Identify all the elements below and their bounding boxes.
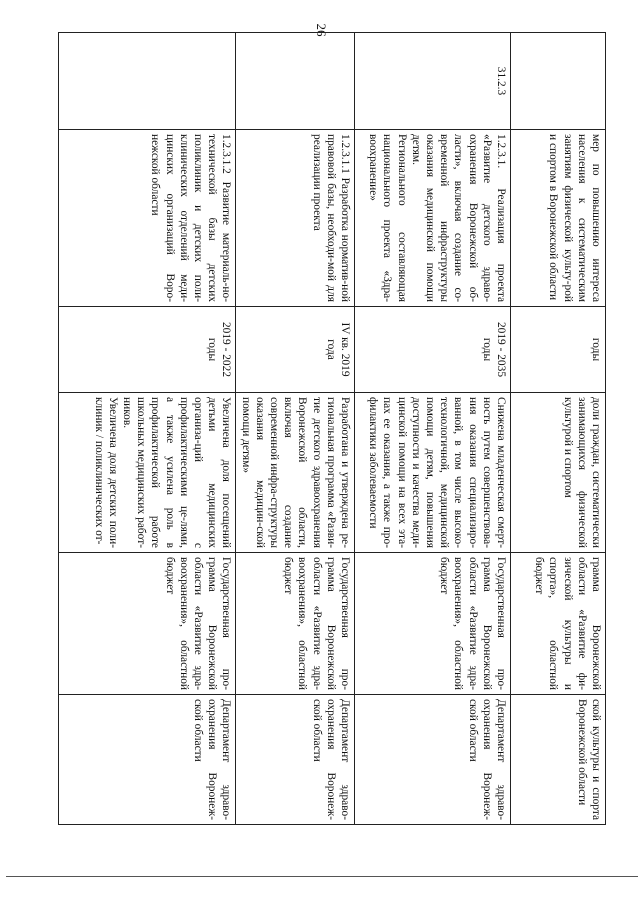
cell-executor: Департамент здраво-охранения Воронеж-ской области bbox=[236, 695, 355, 825]
cell-result-paragraph: Увеличена доля детских поли-клиник / поликлинических от- bbox=[92, 397, 119, 548]
cell-result-paragraph: Увеличена доля посещений детьми медицинских организа-ций с профилактическими це-лями, а также усилена роль в профилактической работе школьных медицинских работ-ников. bbox=[120, 397, 233, 548]
cell-term: 2019 - 2035 годы bbox=[355, 307, 511, 393]
table-row bbox=[511, 33, 606, 825]
cell-result-paragraph: Разработана и утверждена ре-гиональная программа «Разви-тие детского здравоохранения Воронежской области, включая создание современной инфра-структуры оказания медицин-ской помощи детям» bbox=[239, 397, 351, 548]
cell-number bbox=[59, 33, 236, 130]
cell-source: Государственная про-грамма Воронежской области «Развитие здра-воохранения», областной бюджет bbox=[355, 553, 511, 695]
cell-result bbox=[355, 393, 511, 553]
cell-number: 31.2.3 bbox=[355, 33, 511, 130]
page-number: 26 bbox=[314, 23, 329, 37]
table-row bbox=[59, 33, 236, 825]
cell-event-paragraph: 1.2.3.1.1 Разработка норматив-ной правовой базы, необходи-мой для реализации проекта bbox=[310, 134, 351, 302]
cell-event-paragraph: 1.2.3.1.2 Развитие материаль-но-технической базы детских поликлиник и детских поли-клинических отделений меди-цинских организаций Воро-нежской области bbox=[149, 134, 233, 302]
cell-executor: Департамент здраво-охранения Воронеж-ской области bbox=[59, 695, 236, 825]
cell-executor: ской культуры и спорта Воронежской области bbox=[511, 695, 606, 825]
cell-result-paragraph: Снижена младенческая смерт-ность путем совершенствова-ния оказания специализиро-ванной, в том числе высоко-технологичной, медицинской помощи детям, повышения доступности и качества меди-цинской помощи на всех эта-пах ее оказания, а также про-филактики заболеваемости bbox=[367, 397, 507, 548]
cell-result-paragraph: доли граждан, систематически занимающихся физической культурой и спортом bbox=[561, 397, 602, 548]
cell-result bbox=[511, 393, 606, 553]
cell-term: IV кв. 2019 года bbox=[236, 307, 355, 393]
cell-source: Государственная про-грамма Воронежской области «Развитие здра-воохранения», областной бюджет bbox=[236, 553, 355, 695]
cell-event bbox=[59, 130, 236, 307]
cell-event bbox=[511, 130, 606, 307]
cell-term: годы bbox=[511, 307, 606, 393]
cell-source: Государственная про-грамма Воронежской области «Развитие здра-воохранения», областной бюджет bbox=[59, 553, 236, 695]
table-body bbox=[59, 33, 606, 825]
cell-number bbox=[511, 33, 606, 130]
cell-event-paragraph: 1.2.3.1. Реализация проекта «Развитие детского здраво-охранения Воронежской об-ласти», включая создание со-временной инфраструктуры оказания медицинской помощи детям. bbox=[409, 134, 507, 302]
cell-result bbox=[236, 393, 355, 553]
cell-term: 2019 - 2022 годы bbox=[59, 307, 236, 393]
cell-result bbox=[59, 393, 236, 553]
cell-event-paragraph: мер по повышению интереса населения к систематическим занятиям физической культу-рой и спортом в Воронежской области bbox=[547, 134, 602, 302]
table-row bbox=[236, 33, 355, 825]
cell-source: грамма Воронежской области «Развитие фи-зической культуры и спорта», областной бюджет bbox=[511, 553, 606, 695]
table-row bbox=[355, 33, 511, 825]
plan-table-rotated bbox=[66, 32, 606, 824]
cell-event bbox=[236, 130, 355, 307]
cell-event-paragraph: Регионального составляющая национального проекта «Здра-воохранение» bbox=[367, 134, 408, 302]
cell-event bbox=[355, 130, 511, 307]
bottom-rule bbox=[6, 876, 638, 877]
cell-executor: Департамент здраво-охранения Воронеж-ской области bbox=[355, 695, 511, 825]
cell-number bbox=[236, 33, 355, 130]
plan-table bbox=[58, 32, 606, 825]
